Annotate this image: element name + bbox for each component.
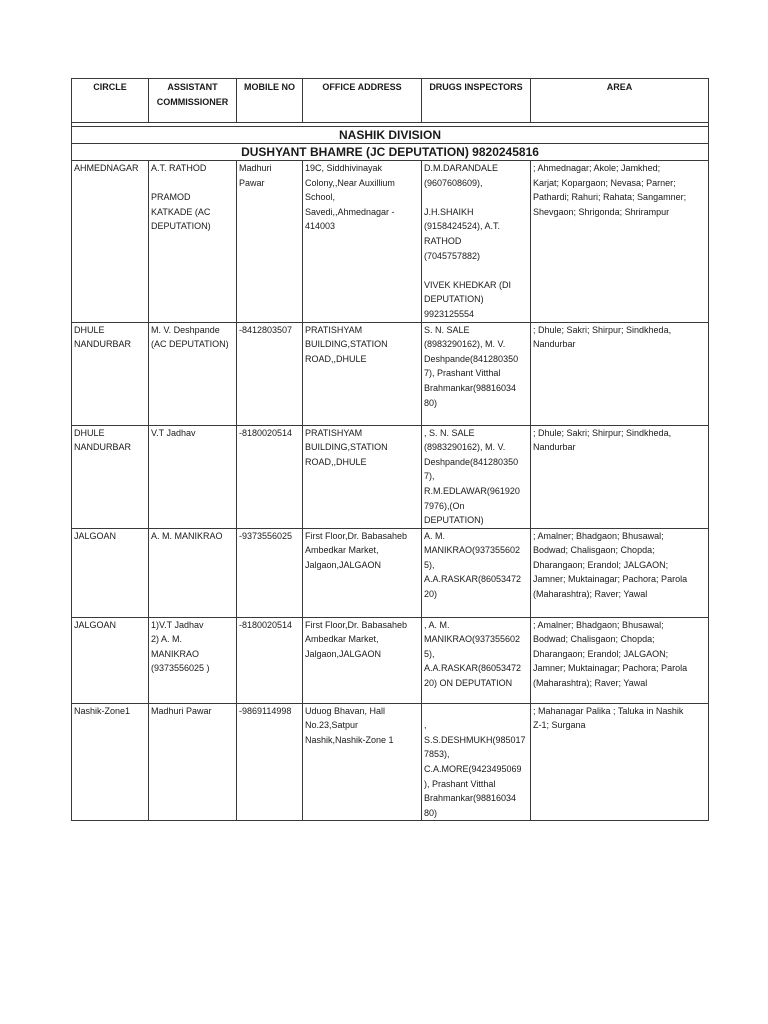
header-office-address: OFFICE ADDRESS <box>303 79 422 123</box>
cell-circle: Nashik-Zone1 <box>72 703 149 821</box>
cell-area: ; Mahanagar Palika ; Taluka in Nashik Z-1; Surgana <box>531 703 709 821</box>
cell-mobile: -9373556025 <box>237 528 303 617</box>
division-title-row <box>72 127 709 144</box>
cell-assistant-commissioner: M. V. Deshpande (AC DEPUTATION) <box>149 322 237 425</box>
cell-mobile: -8180020514 <box>237 425 303 528</box>
cell-mobile: -8412803507 <box>237 322 303 425</box>
table-row <box>72 322 709 425</box>
table-row <box>72 528 709 617</box>
cell-drugs-inspectors: , S. N. SALE (8983290162), M. V. Deshpande(841280350 7), R.M.EDLAWAR(961920 7976),(On DEPUTATION) <box>422 425 531 528</box>
cell-circle: DHULE NANDURBAR <box>72 425 149 528</box>
header-mobile-no: MOBILE NO <box>237 79 303 123</box>
cell-circle: JALGOAN <box>72 528 149 617</box>
cell-assistant-commissioner: 1)V.T Jadhav 2) A. M. MANIKRAO (9373556025 ) <box>149 617 237 703</box>
cell-office-address: PRATISHYAM BUILDING,STATION ROAD,,DHULE <box>303 425 422 528</box>
table-row <box>72 425 709 528</box>
cell-circle: JALGOAN <box>72 617 149 703</box>
table-row <box>72 703 709 821</box>
cell-area: ; Amalner; Bhadgaon; Bhusawal; Bodwad; Chalisgaon; Chopda; Dharangaon; Erandol; JALGAON; Jamner; Muktainagar; Pachora; Parola (Maharashtra); Raver; Yawal <box>531 617 709 703</box>
cell-circle: DHULE NANDURBAR <box>72 322 149 425</box>
division-title: NASHIK DIVISION <box>72 127 709 144</box>
division-head: DUSHYANT BHAMRE (JC DEPUTATION) 9820245816 <box>72 144 709 161</box>
cell-assistant-commissioner: A.T. RATHOD PRAMOD KATKADE (AC DEPUTATION) <box>149 161 237 323</box>
cell-area: ; Dhule; Sakri; Shirpur; Sindkheda, Nandurbar <box>531 322 709 425</box>
header-row <box>72 79 709 123</box>
cell-office-address: 19C, Siddhivinayak Colony,,Near Auxillium School, Savedi,,Ahmednagar - 414003 <box>303 161 422 323</box>
cell-mobile: -8180020514 <box>237 617 303 703</box>
division-head-row <box>72 144 709 161</box>
cell-drugs-inspectors: , A. M. MANIKRAO(937355602 5), A.A.RASKAR(86053472 20) ON DEPUTATION <box>422 617 531 703</box>
table-row <box>72 617 709 703</box>
cell-assistant-commissioner: Madhuri Pawar <box>149 703 237 821</box>
header-drugs-inspectors: DRUGS INSPECTORS <box>422 79 531 123</box>
cell-office-address: PRATISHYAM BUILDING,STATION ROAD,,DHULE <box>303 322 422 425</box>
cell-circle: AHMEDNAGAR <box>72 161 149 323</box>
cell-area: ; Amalner; Bhadgaon; Bhusawal; Bodwad; Chalisgaon; Chopda; Dharangaon; Erandol; JALGAON; Jamner; Muktainagar; Pachora; Parola (Maharashtra); Raver; Yawal <box>531 528 709 617</box>
cell-office-address: Uduog Bhavan, Hall No.23,Satpur Nashik,Nashik-Zone 1 <box>303 703 422 821</box>
cell-area: ; Dhule; Sakri; Shirpur; Sindkheda, Nandurbar <box>531 425 709 528</box>
header-circle: CIRCLE <box>72 79 149 123</box>
cell-assistant-commissioner: A. M. MANIKRAO <box>149 528 237 617</box>
header-assistant-commissioner: ASSISTANT COMMISSIONER <box>149 79 237 123</box>
cell-office-address: First Floor,Dr. Babasaheb Ambedkar Market, Jalgaon,JALGAON <box>303 617 422 703</box>
cell-area: ; Ahmednagar; Akole; Jamkhed; Karjat; Kopargaon; Nevasa; Parner; Pathardi; Rahuri; Rahata; Sangamner; Shevgaon; Shrigonda; Shrirampur <box>531 161 709 323</box>
cell-drugs-inspectors: A. M. MANIKRAO(937355602 5), A.A.RASKAR(86053472 20) <box>422 528 531 617</box>
cell-mobile: Madhuri Pawar <box>237 161 303 323</box>
cell-drugs-inspectors: D.M.DARANDALE (9607608609), J.H.SHAIKH (9158424524), A.T. RATHOD (7045757882) VIVEK KHEDKAR (DI DEPUTATION) 9923125554 <box>422 161 531 323</box>
drug-inspectors-table <box>71 78 709 821</box>
header-area: AREA <box>531 79 709 123</box>
table-row <box>72 161 709 323</box>
cell-drugs-inspectors: S. N. SALE (8983290162), M. V. Deshpande(841280350 7), Prashant Vitthal Brahmankar(98816034 80) <box>422 322 531 425</box>
cell-drugs-inspectors: , S.S.DESHMUKH(985017 7853), C.A.MORE(9423495069 ), Prashant Vitthal Brahmankar(98816034 80) <box>422 703 531 821</box>
cell-mobile: -9869114998 <box>237 703 303 821</box>
cell-assistant-commissioner: V.T Jadhav <box>149 425 237 528</box>
cell-office-address: First Floor,Dr. Babasaheb Ambedkar Market, Jalgaon,JALGAON <box>303 528 422 617</box>
